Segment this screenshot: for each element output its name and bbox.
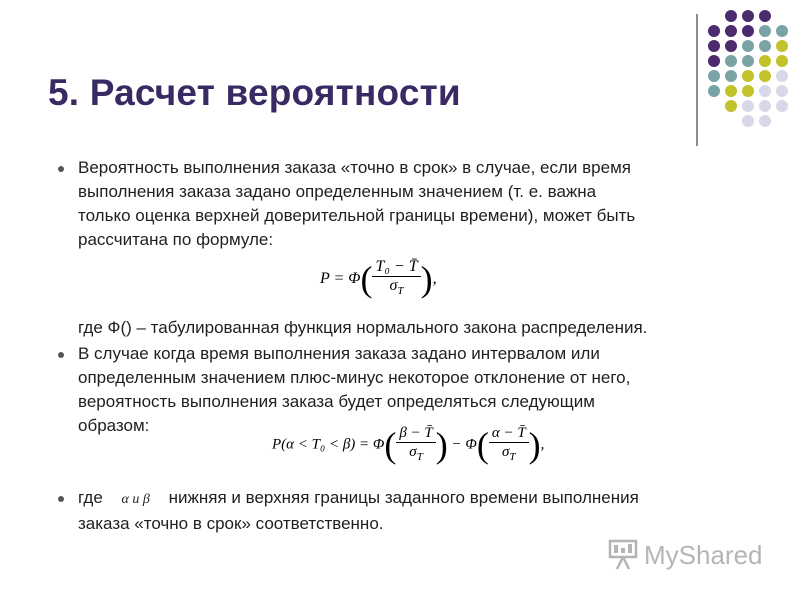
decor-dot (776, 100, 788, 112)
decor-dot (708, 85, 720, 97)
text-line: заказа «точно в срок» соответственно. (78, 514, 384, 533)
decor-dot-grid (708, 10, 798, 130)
decor-dot (708, 55, 720, 67)
paren-left: ( (384, 425, 397, 465)
paren-right: ) (435, 425, 448, 465)
text-line: выполнения заказа задано определенным значением (т. е. важна (78, 182, 597, 201)
decor-dot (725, 100, 737, 112)
decor-dot (742, 100, 754, 112)
phi-note: где Ф() – табулированная функция нормального закона распределения. (78, 318, 648, 337)
bullet-icon (58, 352, 64, 358)
formula-trail: , (432, 269, 437, 287)
decor-dot (742, 55, 754, 67)
decor-vertical-line (696, 14, 698, 146)
formula-interval-probability (272, 424, 544, 466)
decor-dot (759, 70, 771, 82)
formula-denominator (387, 277, 407, 300)
decor-dot (759, 40, 771, 52)
sigma-subscript: T (397, 285, 404, 298)
text-line (78, 486, 758, 512)
formula-denominator (406, 443, 426, 466)
decor-dot (725, 55, 737, 67)
decor-dot (742, 115, 754, 127)
decor-dot (742, 40, 754, 52)
text-line: вероятность выполнения заказа будет определяться следующим (78, 392, 595, 411)
formula-lhs: P = Φ (320, 269, 361, 287)
formula-numerator: T₀ − T̄ (372, 258, 420, 277)
formula-trail: , (540, 436, 545, 453)
projector-icon (608, 539, 638, 571)
formula-fraction (372, 258, 420, 300)
decor-dot (742, 70, 754, 82)
text-line: рассчитана по формуле: (78, 230, 274, 249)
paren-left: ( (360, 259, 373, 300)
decor-dot (725, 10, 737, 22)
formula-numerator: α − T̄ (489, 424, 529, 443)
decor-dot (759, 10, 771, 22)
decor-dot (776, 25, 788, 37)
logo-text: MyShared (644, 539, 763, 570)
decor-dot (776, 85, 788, 97)
formula-lhs: P(α < T₀ < β) = Φ (272, 436, 385, 453)
decor-dot (759, 115, 771, 127)
decor-dot (742, 85, 754, 97)
sigma-symbol: σ (501, 444, 510, 460)
bullet-paragraph-1 (78, 156, 698, 252)
text-line: только оценка верхней доверительной границы времени), может быть (78, 206, 636, 225)
slide-title: 5. Расчет вероятности (48, 72, 461, 113)
decor-dot (725, 85, 737, 97)
decor-dot (708, 25, 720, 37)
decor-dot (759, 100, 771, 112)
paren-right: ) (420, 259, 433, 300)
formula-fraction (396, 424, 435, 466)
decor-dot (742, 25, 754, 37)
decor-dot (725, 25, 737, 37)
myshared-logo (608, 538, 763, 572)
decor-dot (742, 10, 754, 22)
bullet-icon (58, 166, 64, 172)
where-prefix: где (78, 488, 103, 507)
decor-dot (776, 70, 788, 82)
bullet-paragraph-3 (78, 486, 758, 536)
text-line: Вероятность выполнения заказа «точно в срок» в случае, если время (78, 158, 631, 177)
paren-right: ) (528, 425, 541, 465)
formula-fraction (489, 424, 529, 466)
formula-minus: − Φ (447, 436, 477, 453)
formula-numerator: β − T̄ (396, 424, 435, 443)
alpha-beta-symbols: α и β (121, 492, 150, 507)
decor-dot (759, 25, 771, 37)
decor-dot (708, 70, 720, 82)
sigma-subscript: T (416, 451, 423, 463)
decor-dot (708, 40, 720, 52)
text-line: определенным значением плюс-минус некоторое отклонение от него, (78, 368, 631, 387)
decor-dot (759, 55, 771, 67)
text-line: В случае когда время выполнения заказа задано интервалом или (78, 344, 600, 363)
sigma-symbol: σ (389, 277, 398, 294)
paren-left: ( (476, 425, 489, 465)
bullet-icon (58, 496, 64, 502)
decor-dot (759, 85, 771, 97)
text-line-part: нижняя и верхняя границы заданного времени выполнения (168, 488, 639, 507)
formula-probability (320, 258, 437, 300)
decor-dot (776, 55, 788, 67)
sigma-subscript: T (509, 451, 516, 463)
formula-denominator (499, 443, 519, 466)
text-line: образом: (78, 416, 150, 435)
decor-dot (776, 40, 788, 52)
decor-dot (725, 70, 737, 82)
decor-dot (725, 40, 737, 52)
sigma-symbol: σ (409, 444, 417, 460)
